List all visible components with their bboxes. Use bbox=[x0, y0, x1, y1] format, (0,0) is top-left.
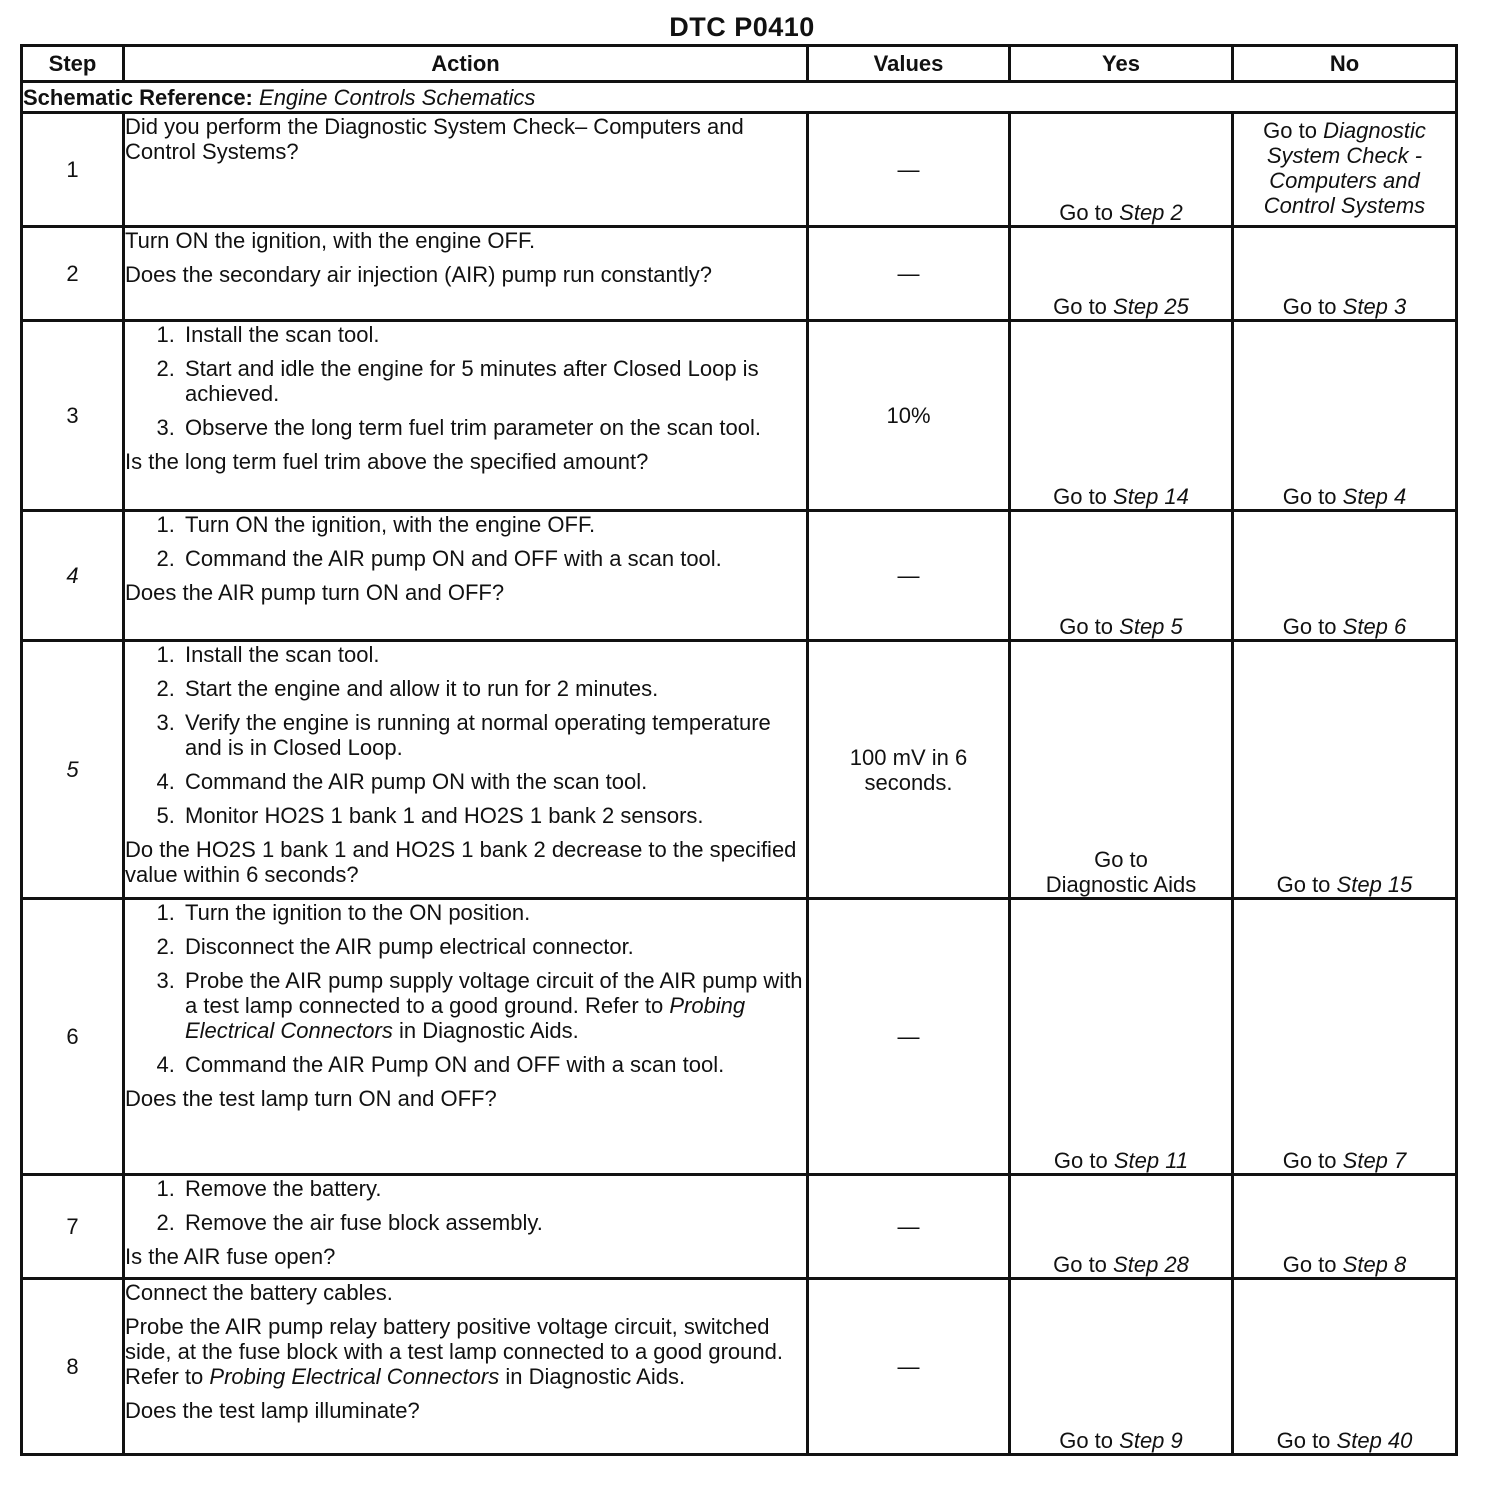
step-value: — bbox=[808, 227, 1010, 321]
instruction-item: 1. Install the scan tool. bbox=[181, 322, 806, 347]
step-number: 2 bbox=[22, 227, 124, 321]
no-prefix: Go to bbox=[1276, 1428, 1331, 1453]
yes-link[interactable] bbox=[1010, 1175, 1233, 1279]
schematic-reference bbox=[22, 82, 1457, 113]
no-prefix: Go to bbox=[1263, 118, 1317, 143]
table-row bbox=[22, 113, 1457, 227]
yes-target: Step 28 bbox=[1113, 1252, 1189, 1277]
yes-prefix: Go to bbox=[1053, 1148, 1108, 1173]
step-action bbox=[124, 1279, 808, 1455]
yes-target: Step 25 bbox=[1113, 294, 1189, 319]
no-target: Step 6 bbox=[1342, 614, 1407, 639]
step-value: — bbox=[808, 899, 1010, 1175]
instruction-item: 2. Command the AIR pump ON and OFF with a scan tool. bbox=[181, 546, 806, 571]
instruction-item bbox=[181, 968, 806, 1043]
no-prefix: Go to bbox=[1282, 294, 1337, 319]
no-link[interactable] bbox=[1233, 227, 1457, 321]
schematic-reference-row bbox=[22, 82, 1457, 113]
yes-prefix: Go to bbox=[1094, 847, 1148, 872]
step-question: Did you perform the Diagnostic System Check– Computers and Control Systems? bbox=[125, 114, 744, 164]
step-action bbox=[124, 227, 808, 321]
yes-prefix: Go to bbox=[1059, 200, 1114, 225]
no-link[interactable] bbox=[1233, 113, 1457, 227]
step-action bbox=[124, 511, 808, 641]
step-instructions bbox=[125, 900, 806, 1077]
step-number: 4 bbox=[22, 511, 124, 641]
yes-prefix: Go to bbox=[1053, 294, 1107, 319]
no-prefix: Go to bbox=[1276, 872, 1331, 897]
header-step: Step bbox=[22, 46, 124, 82]
yes-target: Diagnostic Aids bbox=[1045, 872, 1197, 897]
header-values: Values bbox=[808, 46, 1010, 82]
step-number: 6 bbox=[22, 899, 124, 1175]
instruction-text: in Diagnostic Aids. bbox=[399, 1018, 579, 1043]
table-row bbox=[22, 1279, 1457, 1455]
yes-target: Step 14 bbox=[1113, 484, 1189, 509]
yes-prefix: Go to bbox=[1059, 1428, 1114, 1453]
table-row bbox=[22, 641, 1457, 899]
instruction-item: 2. Disconnect the AIR pump electrical connector. bbox=[181, 934, 806, 959]
yes-link[interactable] bbox=[1010, 113, 1233, 227]
step-instructions bbox=[125, 322, 806, 440]
no-link[interactable] bbox=[1233, 511, 1457, 641]
step-action bbox=[124, 899, 808, 1175]
instruction-item: 2. Remove the air fuse block assembly. bbox=[181, 1210, 806, 1235]
no-prefix: Go to bbox=[1282, 1148, 1337, 1173]
step-number: 7 bbox=[22, 1175, 124, 1279]
step-value: 100 mV in 6 seconds. bbox=[808, 641, 1010, 899]
yes-link[interactable] bbox=[1010, 227, 1233, 321]
step-instructions bbox=[125, 512, 806, 571]
no-prefix: Go to bbox=[1282, 614, 1337, 639]
yes-target: Step 2 bbox=[1119, 200, 1183, 225]
schematic-reference-link[interactable]: Engine Controls Schematics bbox=[259, 84, 536, 110]
step-value: 10% bbox=[808, 321, 1010, 511]
no-target: Step 8 bbox=[1342, 1252, 1407, 1277]
yes-link[interactable] bbox=[1010, 641, 1233, 899]
table-row bbox=[22, 321, 1457, 511]
no-target: Step 3 bbox=[1342, 294, 1407, 319]
instruction-text: Probe the AIR pump relay battery positive voltage circuit, switched side, at the fuse block with a test lamp connected to a good ground. Refer to bbox=[125, 1314, 783, 1389]
instruction-item: 4. Command the AIR pump ON with the scan tool. bbox=[181, 769, 806, 794]
no-link[interactable] bbox=[1233, 321, 1457, 511]
header-action: Action bbox=[124, 46, 808, 82]
instruction-item: 1. Turn the ignition to the ON position. bbox=[181, 900, 806, 925]
header-row bbox=[22, 46, 1457, 82]
instruction-text: in Diagnostic Aids. bbox=[505, 1364, 686, 1389]
instruction-item: 2. Start and idle the engine for 5 minutes after Closed Loop is achieved. bbox=[181, 356, 806, 406]
no-target: Step 4 bbox=[1342, 484, 1407, 509]
table-row bbox=[22, 899, 1457, 1175]
instruction-item: 1. Remove the battery. bbox=[181, 1176, 806, 1201]
dtc-table bbox=[20, 44, 1458, 1456]
step-instructions bbox=[125, 1176, 806, 1235]
step-value: — bbox=[808, 1279, 1010, 1455]
step-question: Does the test lamp illuminate? bbox=[125, 1398, 420, 1423]
no-target: Diagnostic System Check - bbox=[1266, 118, 1426, 168]
yes-target: Step 9 bbox=[1119, 1428, 1183, 1453]
yes-link[interactable] bbox=[1010, 899, 1233, 1175]
table-row bbox=[22, 511, 1457, 641]
yes-link[interactable] bbox=[1010, 1279, 1233, 1455]
schematic-reference-label: Schematic Reference: bbox=[23, 84, 253, 110]
yes-prefix: Go to bbox=[1053, 1252, 1107, 1277]
instruction-item: 1. Turn ON the ignition, with the engine OFF. bbox=[181, 512, 806, 537]
header-yes: Yes bbox=[1010, 46, 1233, 82]
yes-target: Step 11 bbox=[1113, 1148, 1189, 1173]
step-number: 5 bbox=[22, 641, 124, 899]
no-target: Step 7 bbox=[1342, 1148, 1407, 1173]
step-instruction bbox=[125, 1314, 806, 1389]
table-row bbox=[22, 1175, 1457, 1279]
header-no: No bbox=[1233, 46, 1457, 82]
table-row bbox=[22, 227, 1457, 321]
instruction-item: 2. Start the engine and allow it to run for 2 minutes. bbox=[181, 676, 806, 701]
reference-link[interactable]: Probing Electrical Connectors bbox=[209, 1364, 500, 1389]
step-number: 1 bbox=[22, 113, 124, 227]
step-number: 8 bbox=[22, 1279, 124, 1455]
no-link[interactable] bbox=[1233, 1279, 1457, 1455]
instruction-item: 5. Monitor HO2S 1 bank 1 and HO2S 1 bank 2 sensors. bbox=[181, 803, 806, 828]
no-prefix: Go to bbox=[1282, 484, 1337, 509]
instruction-item: 3. Observe the long term fuel trim parameter on the scan tool. bbox=[181, 415, 806, 440]
step-question: Does the AIR pump turn ON and OFF? bbox=[125, 580, 505, 605]
yes-prefix: Go to bbox=[1059, 614, 1114, 639]
step-value: — bbox=[808, 113, 1010, 227]
step-question: Is the long term fuel trim above the specified amount? bbox=[125, 449, 649, 474]
step-action bbox=[124, 113, 808, 227]
reference-link[interactable]: Probing Electrical Connectors bbox=[185, 993, 746, 1043]
no-target: Step 40 bbox=[1336, 1428, 1413, 1453]
no-target: Step 15 bbox=[1336, 872, 1413, 897]
yes-link[interactable] bbox=[1010, 511, 1233, 641]
no-target-suffix: Computers and Control Systems bbox=[1263, 168, 1426, 218]
no-link[interactable] bbox=[1233, 641, 1457, 899]
step-value: — bbox=[808, 511, 1010, 641]
instruction-text: Probe the AIR pump supply voltage circuit of the AIR pump with a test lamp connected to a good ground. Refer to bbox=[185, 968, 803, 1018]
step-question: Is the AIR fuse open? bbox=[125, 1244, 336, 1269]
step-number: 3 bbox=[22, 321, 124, 511]
step-value: — bbox=[808, 1175, 1010, 1279]
step-question: Do the HO2S 1 bank 1 and HO2S 1 bank 2 decrease to the specified value within 6 seconds? bbox=[125, 837, 797, 887]
yes-link[interactable] bbox=[1010, 321, 1233, 511]
step-instructions bbox=[125, 642, 806, 828]
step-question: Does the test lamp turn ON and OFF? bbox=[125, 1086, 497, 1111]
page-title: DTC P0410 bbox=[669, 12, 815, 42]
instruction-item: 3. Verify the engine is running at normal operating temperature and is in Closed Loop. bbox=[181, 710, 806, 760]
instruction-item: 4. Command the AIR Pump ON and OFF with a scan tool. bbox=[181, 1052, 806, 1077]
no-link[interactable] bbox=[1233, 1175, 1457, 1279]
step-intro: Connect the battery cables. bbox=[125, 1280, 393, 1305]
instruction-item: 1. Install the scan tool. bbox=[181, 642, 806, 667]
yes-target: Step 5 bbox=[1119, 614, 1183, 639]
step-question: Does the secondary air injection (AIR) pump run constantly? bbox=[125, 262, 712, 287]
yes-prefix: Go to bbox=[1053, 484, 1107, 509]
step-action bbox=[124, 321, 808, 511]
no-prefix: Go to bbox=[1282, 1252, 1337, 1277]
step-action bbox=[124, 1175, 808, 1279]
no-link[interactable] bbox=[1233, 899, 1457, 1175]
step-intro: Turn ON the ignition, with the engine OFF. bbox=[125, 228, 536, 253]
step-action bbox=[124, 641, 808, 899]
